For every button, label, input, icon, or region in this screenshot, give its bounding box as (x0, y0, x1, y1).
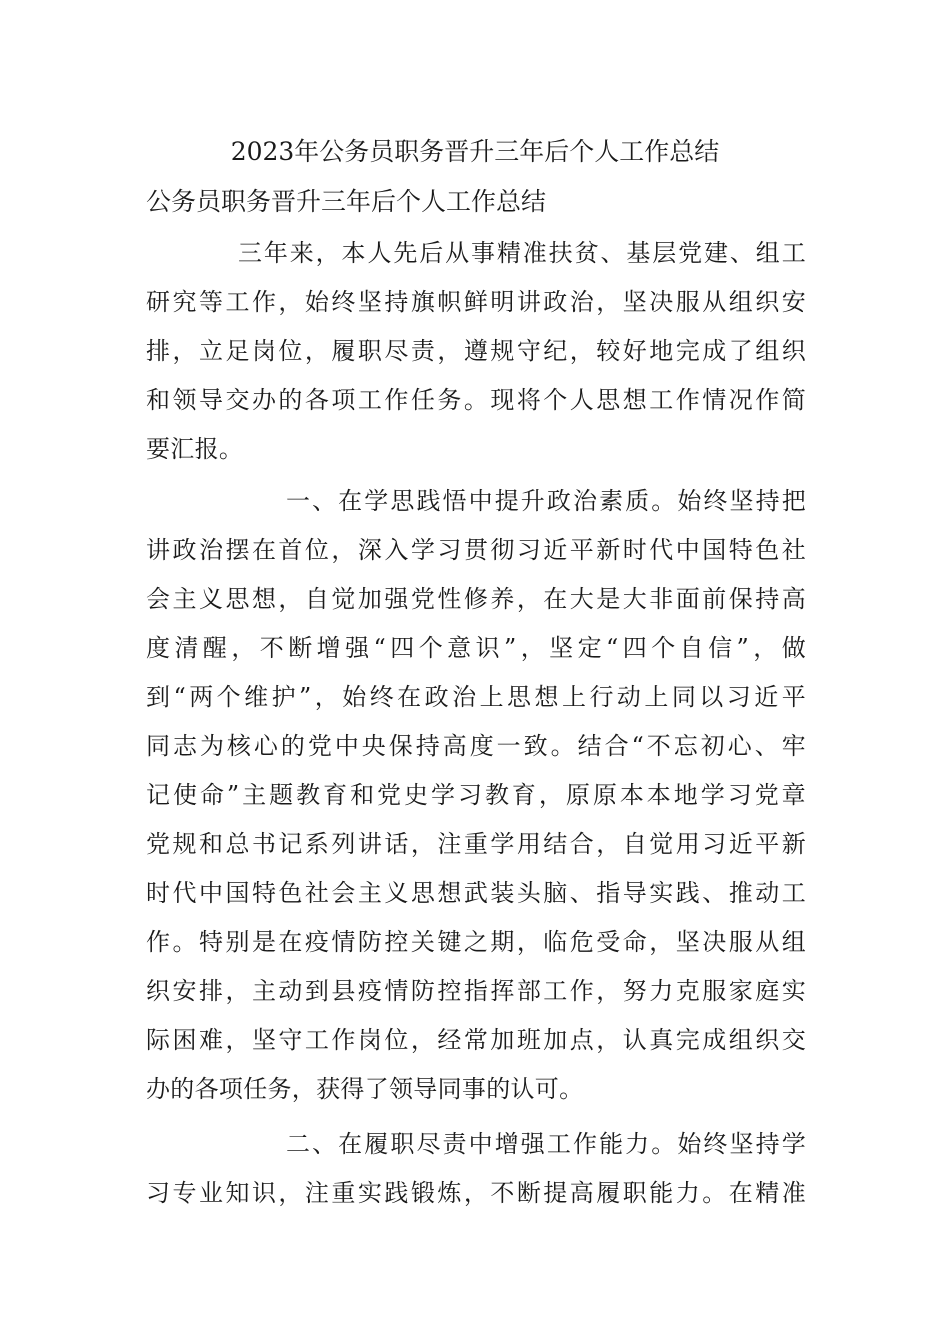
paragraph-line: 织安排，主动到县疫情防控指挥部工作，努力克服家庭实 (146, 977, 806, 1005)
paragraph-line: 三年来，本人先后从事精准扶贫、基层党建、组工 (238, 239, 806, 267)
paragraph-line: 际困难，坚守工作岗位，经常加班加点，认真完成组织交 (146, 1026, 806, 1054)
paragraph-section-two (146, 1120, 806, 1218)
paragraph-line: 一、在学思践悟中提升政治素质。始终坚持把 (286, 487, 806, 515)
paragraph-line: 习专业知识，注重实践锻炼，不断提高履职能力。在精准 (146, 1179, 806, 1207)
paragraph-line: 度清醒，不断增强“四个意识”，坚定“四个自信”，做 (146, 634, 806, 662)
paragraph-line: 排，立足岗位，履职尽责，遵规守纪，较好地完成了组织 (146, 337, 806, 365)
document-subtitle: 公务员职务晋升三年后个人工作总结 (146, 187, 547, 216)
paragraph-intro (146, 229, 806, 474)
paragraph-section-one (146, 477, 806, 1114)
paragraph-line: 同志为核心的党中央保持高度一致。结合“不忘初心、牢 (146, 732, 806, 760)
paragraph-line: 作。特别是在疫情防控关键之期，临危受命，坚决服从组 (146, 928, 806, 956)
paragraph-line: 讲政治摆在首位，深入学习贯彻习近平新时代中国特色社 (146, 536, 806, 564)
paragraph-line: 到“两个维护”，始终在政治上思想上行动上同以习近平 (146, 683, 806, 711)
paragraph-line: 会主义思想，自觉加强党性修养，在大是大非面前保持高 (146, 585, 806, 613)
paragraph-line: 要汇报。 (146, 435, 244, 463)
paragraph-line: 和领导交办的各项工作任务。现将个人思想工作情况作简 (146, 386, 806, 414)
paragraph-line: 研究等工作，始终坚持旗帜鲜明讲政治，坚决服从组织安 (146, 288, 806, 316)
document-title: 2023年公务员职务晋升三年后个人工作总结 (230, 137, 720, 166)
paragraph-line: 党规和总书记系列讲话，注重学用结合，自觉用习近平新 (146, 830, 806, 858)
paragraph-line: 办的各项任务，获得了领导同事的认可。 (146, 1075, 584, 1103)
paragraph-line: 二、在履职尽责中增强工作能力。始终坚持学 (286, 1130, 806, 1158)
paragraph-line: 记使命”主题教育和党史学习教育，原原本本地学习党章 (146, 781, 806, 809)
paragraph-line: 时代中国特色社会主义思想武装头脑、指导实践、推动工 (146, 879, 806, 907)
